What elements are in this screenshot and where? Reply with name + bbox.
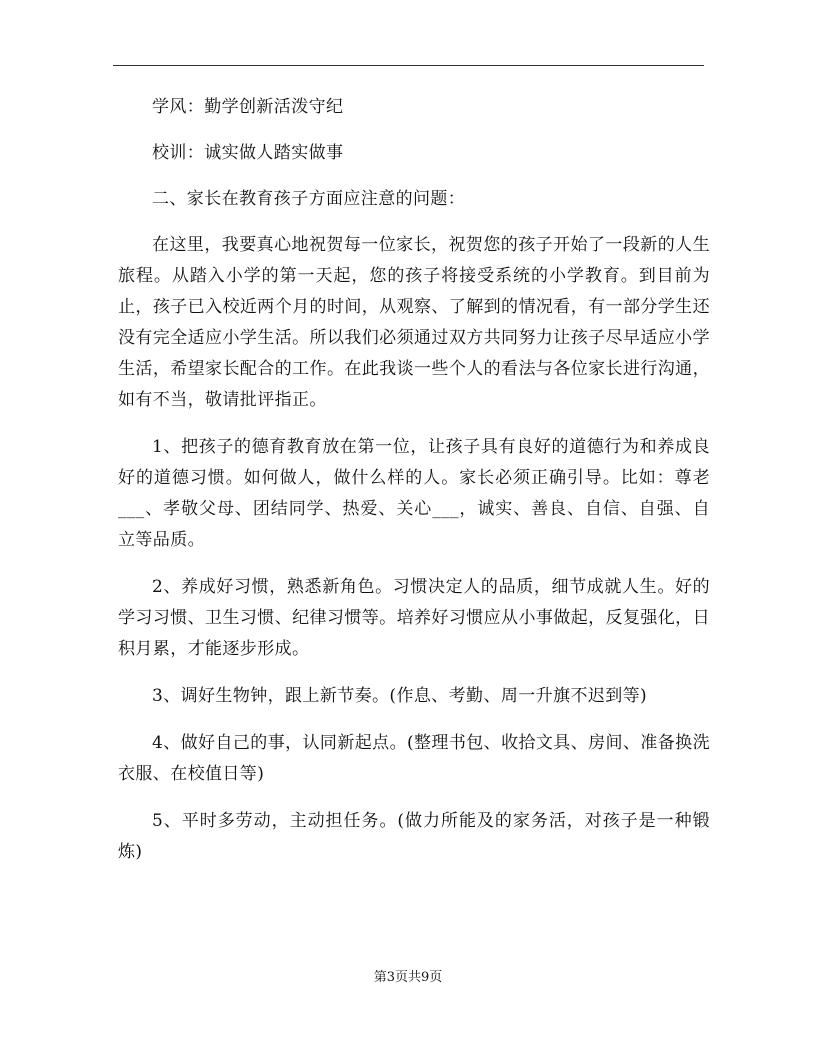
- section-two-heading: 二、家长在教育孩子方面应注意的问题：: [152, 189, 466, 209]
- document-body: [118, 92, 710, 884]
- paragraph-item-2: 2、养成好习惯，熟悉新角色。习惯决定人的品质，细节成就人生。好的学习习惯、卫生习惯、纪律习惯等。培养好习惯应从小事做起，反复强化，日积月累，才能逐步形成。: [118, 577, 710, 659]
- paragraph-intro: 在这里，我要真心地祝贺每一位家长，祝贺您的孩子开始了一段新的人生旅程。从踏入小学的第一天起，您的孩子将接受系统的小学教育。到目前为止，孩子已入校近两个月的时间，从观察、了解到的情况看，有一部分学生还没有完全适应小学生活。所以我们必须通过双方共同努力让孩子尽早适应小学生活，希望家长配合的工作。在此我谈一些个人的看法与各位家长进行沟通，如有不当，敬请批评指正。: [118, 235, 710, 410]
- paragraph-item-3: 3、调好生物钟，跟上新节奏。(作息、考勤、周一升旗不迟到等): [152, 686, 648, 706]
- school-motto-line: 校训：诚实做人踏实做事: [152, 143, 344, 163]
- header-rule: [113, 65, 704, 66]
- page-indicator: 第3页共9页: [373, 970, 443, 985]
- paragraph-item-4: 4、做好自己的事，认同新起点。(整理书包、收拾文具、房间、准备换洗衣服、在校值日等): [118, 733, 710, 784]
- paragraph-item-1: 1、把孩子的德育教育放在第一位，让孩子具有良好的道德行为和养成良好的道德习惯。如何做人，做什么样的人。家长必须正确引导。比如：尊老___、孝敬父母、团结同学、热爱、关心___，诚实、善良、自信、自强、自立等品质。: [118, 437, 710, 550]
- study-style-line: 学风：勤学创新活泼守纪: [152, 97, 344, 117]
- paragraph-item-5: 5、平时多劳动，主动担任务。(做力所能及的家务活，对孩子是一种锻炼): [118, 811, 710, 862]
